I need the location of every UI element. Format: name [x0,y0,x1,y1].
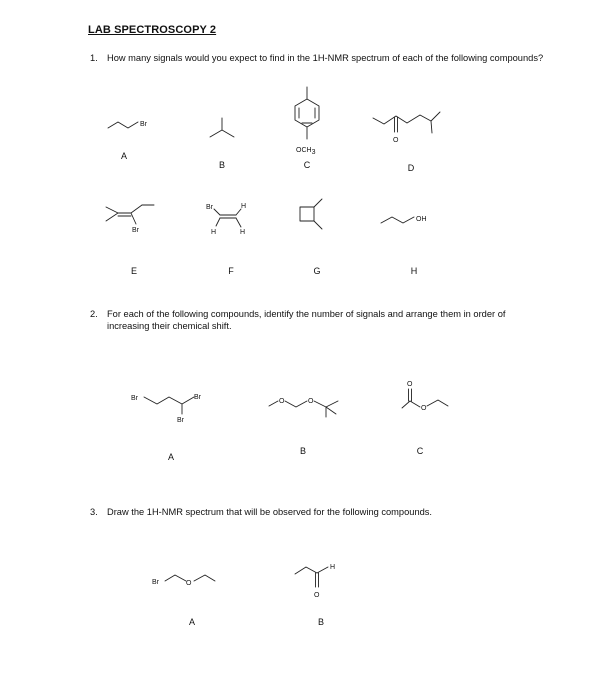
question-text: Draw the 1H-NMR spectrum that will be observed for the following compounds. [107,507,433,517]
atom-label: Br [177,417,184,424]
atom-label: Br [131,395,138,402]
compound-label-2c: C [416,446,424,456]
structure-1a [108,121,148,128]
structure-2c [402,381,448,412]
question-number: 3. [90,507,98,517]
atom-label: OH [416,216,427,223]
atom-label: O [421,405,427,412]
svg-text:OCH3 [296,147,316,156]
question-text: How many signals would you expect to find in the 1H-NMR spectrum of each of the following compounds? [107,53,544,63]
compound-label-1h: H [410,266,418,276]
atom-label: O [314,592,320,599]
structure-1f [206,203,246,236]
compound-label-1f: F [228,266,234,276]
compound-label-1d: D [407,163,415,173]
compound-label-1b: B [218,160,226,170]
atom-label: O [393,137,399,144]
structure-3b [295,564,335,599]
compound-label-1c: C [303,160,311,170]
question-number: 1. [90,53,98,63]
compound-label-2a: A [167,452,175,462]
compound-label-3a: A [188,617,196,627]
structure-1e [106,205,154,234]
atom-label: H [211,229,217,236]
structure-1b [210,118,234,137]
compound-label-1a: A [120,151,128,161]
structure-1h [381,216,427,223]
atom-label: Br [132,227,139,234]
structure-2a [131,394,202,424]
compound-label-2b: B [299,446,307,456]
atom-label: H [240,229,246,236]
atom-label: Br [194,394,201,401]
atom-label: H [330,564,336,571]
question-text: For each of the following compounds, identify the number of signals and arrange them in order of increasing their chemical shift. [107,309,506,331]
atom-label: H [241,203,247,210]
atom-label: O [279,398,285,405]
compound-label-1e: E [130,266,138,276]
compound-label-3b: B [317,617,325,627]
question-number: 2. [90,309,98,319]
atom-label: Br [152,579,159,586]
atom-label: Br [206,204,213,211]
atom-label: O [407,381,413,388]
structure-3a [152,575,215,587]
structure-1c [295,87,319,156]
structure-1d [373,112,440,144]
atom-subscript: 3 [311,149,316,156]
atom-label: O [186,580,192,587]
atom-label: O [308,398,314,405]
atom-label: OCH [296,147,312,154]
atom-label: Br [140,121,147,128]
structure-2b [269,398,338,417]
document-title: LAB SPECTROSCOPY 2 [88,24,217,36]
compound-label-1g: G [313,266,321,276]
structure-1g [300,199,322,229]
